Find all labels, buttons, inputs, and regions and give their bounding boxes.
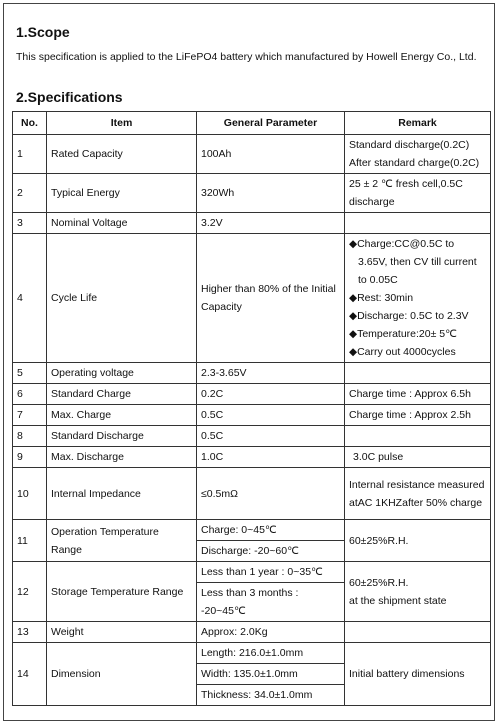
row-no: 8 — [13, 426, 47, 447]
row-no: 4 — [13, 234, 47, 363]
row-param: 0.5C — [197, 426, 345, 447]
header-general-parameter: General Parameter — [197, 112, 345, 135]
table-row — [13, 643, 491, 664]
remark-bullet: ◆Charge:CC@0.5C to — [349, 238, 455, 250]
remark-line: Standard discharge(0.2C) — [349, 139, 470, 151]
remark-line: at the shipment state — [349, 594, 447, 607]
table-row — [13, 135, 491, 174]
row-item: Operating voltage — [47, 363, 197, 384]
remark-line: After standard charge(0.2C) — [349, 157, 480, 169]
remark-bullet: ◆Rest: 30min — [349, 292, 414, 304]
row-param: Discharge: -20~60℃ — [197, 541, 345, 562]
table-row — [13, 426, 491, 447]
table-row — [13, 405, 491, 426]
scope-text: This specification is applied to the LiFePO4 battery which manufactured by Howell Energy Co., Ltd. — [16, 51, 477, 63]
table-row — [13, 213, 491, 234]
row-no: 13 — [13, 622, 47, 643]
header-no: No. — [13, 112, 47, 135]
remark-line: 3.65V, then CV till current — [358, 256, 477, 268]
row-remark: Internal resistance measured atAC 1KHZafter 50% charge — [345, 468, 491, 520]
table-row — [13, 562, 491, 583]
row-remark: Charge time : Approx 6.5h — [345, 384, 491, 405]
row-item: Dimension — [47, 643, 197, 706]
table-row — [13, 384, 491, 405]
row-item: Max. Discharge — [47, 447, 197, 468]
row-item: Standard Charge — [47, 384, 197, 405]
row-no: 7 — [13, 405, 47, 426]
row-no: 12 — [13, 562, 47, 622]
row-remark — [345, 213, 491, 234]
row-param: 320Wh — [197, 174, 345, 213]
row-param: Approx: 2.0Kg — [197, 622, 345, 643]
remark-line: 60±25%R.H. — [349, 576, 409, 589]
table-row — [13, 234, 491, 363]
row-no: 14 — [13, 643, 47, 706]
remark-bullet: ◆Carry out 4000cycles — [349, 346, 456, 358]
table-row — [13, 468, 491, 520]
row-item: Cycle Life — [47, 234, 197, 363]
specifications-heading: 2.Specifications — [16, 89, 123, 105]
document-page — [3, 3, 495, 721]
specifications-table — [12, 111, 491, 706]
row-item: Standard Discharge — [47, 426, 197, 447]
row-param: 100Ah — [197, 135, 345, 174]
row-param: 1.0C — [197, 447, 345, 468]
row-remark — [345, 622, 491, 643]
table-header-row — [13, 112, 491, 135]
row-param: Less than 3 months : -20~45℃ — [197, 583, 345, 622]
row-param: Charge: 0~45℃ — [197, 520, 345, 541]
scope-heading: 1.Scope — [16, 24, 70, 40]
row-no: 2 — [13, 174, 47, 213]
row-remark: 60±25%R.H. — [345, 520, 491, 562]
row-param: 0.2C — [197, 384, 345, 405]
row-param: 0.5C — [197, 405, 345, 426]
row-param: Less than 1 year : 0~35℃ — [197, 562, 345, 583]
row-no: 3 — [13, 213, 47, 234]
header-item: Item — [47, 112, 197, 135]
row-param: ≤0.5mΩ — [197, 468, 345, 520]
row-no: 1 — [13, 135, 47, 174]
row-param: Thickness: 34.0±1.0mm — [197, 685, 345, 706]
row-remark: 25 ± 2 ℃ fresh cell,0.5C discharge — [345, 174, 491, 213]
row-remark: Initial battery dimensions — [345, 643, 491, 706]
table-row — [13, 520, 491, 541]
row-remark: 3.0C pulse — [345, 447, 491, 468]
table-row — [13, 622, 491, 643]
row-no: 9 — [13, 447, 47, 468]
table-row — [13, 363, 491, 384]
row-item: Max. Charge — [47, 405, 197, 426]
row-remark: Charge time : Approx 2.5h — [345, 405, 491, 426]
row-remark — [345, 234, 491, 363]
row-remark — [345, 363, 491, 384]
row-item: Weight — [47, 622, 197, 643]
table-row — [13, 174, 491, 213]
row-no: 11 — [13, 520, 47, 562]
remark-bullet: ◆Discharge: 0.5C to 2.3V — [349, 310, 469, 322]
row-no: 5 — [13, 363, 47, 384]
table-row — [13, 447, 491, 468]
row-no: 6 — [13, 384, 47, 405]
row-remark — [345, 135, 491, 174]
row-item: Storage Temperature Range — [47, 562, 197, 622]
row-item: Typical Energy — [47, 174, 197, 213]
row-remark — [345, 426, 491, 447]
row-item: Nominal Voltage — [47, 213, 197, 234]
row-param: 2.3-3.65V — [197, 363, 345, 384]
row-no: 10 — [13, 468, 47, 520]
row-param: Width: 135.0±1.0mm — [197, 664, 345, 685]
row-item: Rated Capacity — [47, 135, 197, 174]
remark-line: to 0.05C — [358, 274, 398, 286]
row-remark — [345, 562, 491, 622]
remark-bullet: ◆Temperature:20± 5℃ — [349, 328, 457, 340]
row-param: Higher than 80% of the Initial Capacity — [197, 234, 345, 363]
header-remark: Remark — [345, 112, 491, 135]
row-item: Operation Temperature Range — [47, 520, 197, 562]
row-param: Length: 216.0±1.0mm — [197, 643, 345, 664]
row-item: Internal Impedance — [47, 468, 197, 520]
row-param: 3.2V — [197, 213, 345, 234]
